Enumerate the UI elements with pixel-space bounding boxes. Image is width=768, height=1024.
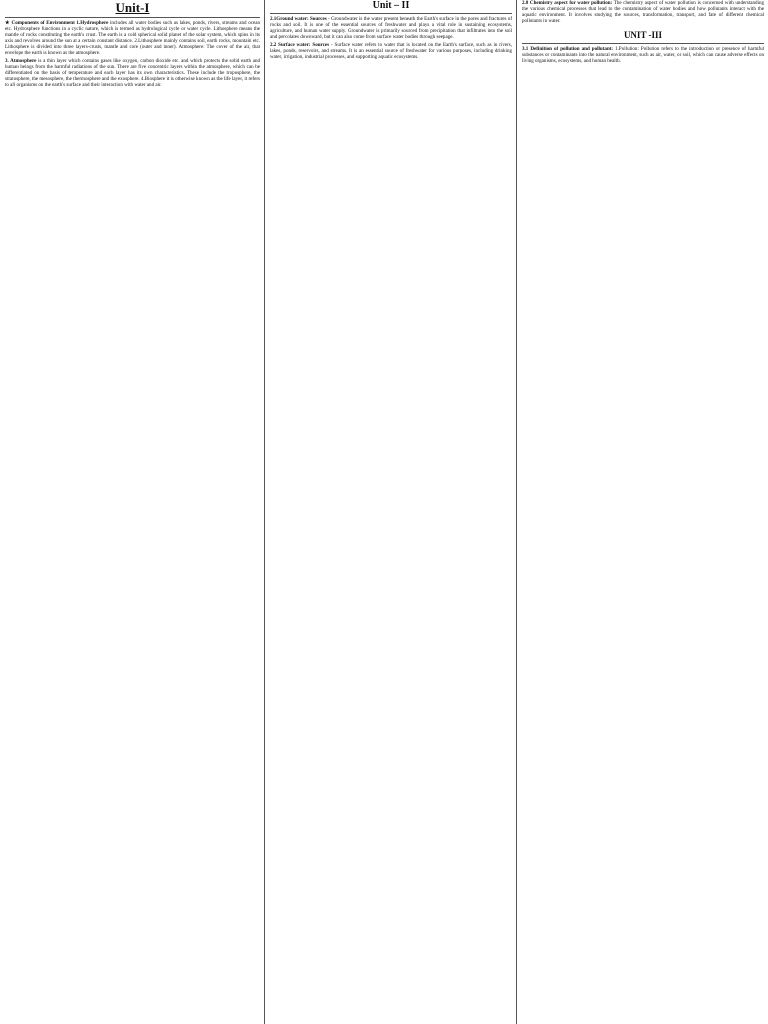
paragraph-title: ★ Components of Environment 1.Hydrosphere (5, 20, 109, 26)
paragraph-title: 2.1Ground water: Sources (270, 16, 327, 22)
paragraph-text: The chemistry aspect of water pollution is concerned with understanding the various chemical processes that lead to the contamination of water bodies and how pollutants interact with the aquatic environment. It involves studying the sources, transformation, transport, and fate of different chemical pollutants in water. (522, 0, 764, 25)
paragraph-title: 2.2 Surface water: Sources (270, 42, 330, 49)
paragraph-chemistry-pollution (522, 0, 764, 24)
paragraph-text: is a thin layer which contains gases like oxygen, carbon dioxide etc. and which protects the solid earth and human beings from the harmful radiations of the sun. There are five concentric layers within the atmosphere, which can be differentiated on the basis of temperature and each layer has its own characteristics. These include the troposphere, the stratosphere, the mesosphere, the thermosphere and the exosphere. 4.Biosphere it is otherwise known as the life layer, it refers to all organisms on the earth's surface and their interaction with water and air. (5, 58, 260, 89)
heading-divider (522, 43, 764, 44)
paragraph-pollution-definition (522, 46, 764, 64)
paragraph-surface-water (270, 42, 512, 60)
unit-3-heading: UNIT -III (623, 30, 663, 41)
column-unit-2-cont-and-3 (517, 0, 768, 1024)
column-unit-1 (0, 0, 265, 1024)
unit-2-heading: Unit – II (372, 0, 410, 11)
paragraph-title: 2.8 Chemistry aspect for water pollution: (522, 0, 613, 6)
unit-1-heading: Unit-I (115, 0, 150, 15)
paragraph-atmosphere (5, 58, 260, 88)
paragraph-text: - Surface water refers to water that is located on the Earth's surface, such as in rivers, lakes, ponds, reservoirs, and streams. It is an essential source of freshwater for various purposes, including drinking water, irrigation, industrial processes, and supporting aquatic ecosystems. (270, 42, 512, 61)
paragraph-title: 3.1 Definition of pollution and pollutant: (522, 46, 614, 53)
paragraph-ground-water (270, 16, 512, 40)
paragraph-components (5, 20, 260, 56)
paragraph-text: 1.Pollution: Pollution refers to the introduction or presence of harmful substances or contaminants into the natural environment, such as air, water, or soil, which can cause adverse effects on living organisms, ecosystems, and human health. (522, 46, 764, 65)
paragraph-text: - Groundwater is the water present beneath the Earth's surface in the pores and fractures of rocks and soil. It is one of the essential sources of freshwater and plays a vital role in sustaining ecosystems, agriculture, and human water supply. Groundwater is primarily sourced from precipitation that infiltrates into the soil and percolates downward, but it can also come from surface water bodies through seepage. (270, 16, 512, 41)
paragraph-text: includes all water bodies such as lakes, ponds, rivers, streams and ocean etc. Hydrosphere functions in a cyclic nature, which is termed as hydrological cycle or water cycle. Lithosphere means the mantle of rocks constituting the earth's crust. The earth is a cold spherical solid planet of the solar system, which spins in its axis and revolves around the sun at a certain constant distance. 2.Lithosphere mainly contains soil, earth rocks, mountain etc. Lithosphere is divided into three layers-crusts, mantle and core (outer and inner). Atmosphere: The cover of the air, that envelope the earth is known as the atmosphere. (5, 20, 260, 57)
paragraph-title: 3. Atmosphere (5, 58, 37, 65)
heading-divider (270, 13, 512, 14)
column-unit-2 (265, 0, 517, 1024)
heading-divider (5, 17, 260, 18)
